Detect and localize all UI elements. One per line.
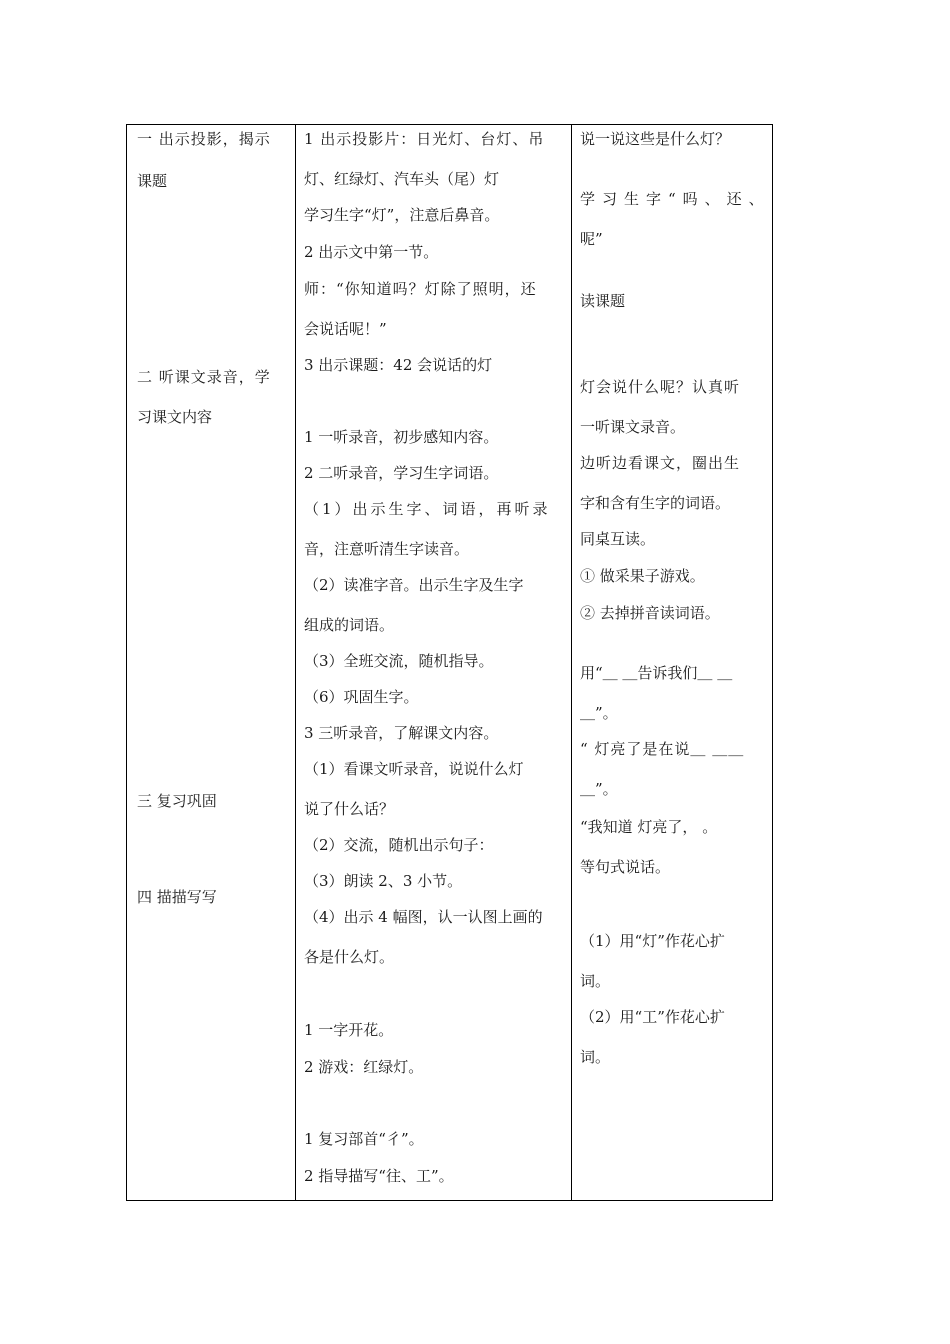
student-line: ＿”。: [580, 704, 618, 722]
student-line: 读课题: [580, 292, 626, 310]
teacher-line: （1）看课文听录音，说说什么灯: [304, 760, 524, 778]
teacher-line: 说了什么话？: [304, 800, 395, 818]
teacher-line: （3）全班交流，随机指导。: [304, 652, 494, 670]
teacher-line: 音，注意听清生字读音。: [304, 540, 470, 558]
student-line: 词。: [580, 972, 611, 990]
teacher-line: 1 一听录音，初步感知内容。: [304, 428, 499, 446]
teacher-line: 2 指导描写“往、工”。: [304, 1167, 454, 1185]
student-line: （1）用“灯”作花心扩: [580, 932, 725, 950]
teacher-line: （1）出示生字、词语，再听录: [304, 500, 551, 518]
stage-2-title-cont: 习课文内容: [137, 408, 213, 426]
teacher-activities-column: [296, 125, 571, 1200]
teacher-line: （3）朗读 2、3 小节。: [304, 872, 463, 890]
stages-column: [127, 125, 295, 1200]
teacher-line: 学习生字“灯”，注意后鼻音。: [304, 206, 500, 224]
student-line: 等句式说话。: [580, 858, 671, 876]
student-line: 边听边看课文，圈出生: [580, 454, 741, 472]
stage-1-title: 一 出示投影，揭示: [137, 130, 271, 148]
teacher-line: 1 复习部首“彳”。: [304, 1130, 424, 1148]
student-line: 同桌互读。: [580, 530, 656, 548]
teacher-line: （4）出示 4 幅图，认一认图上画的: [304, 908, 543, 926]
teacher-line: 会说话呢！”: [304, 320, 387, 338]
student-line: ① 做采果子游戏。: [580, 567, 705, 585]
student-line: “ 灯亮了是在说＿ ＿＿: [580, 740, 745, 758]
lesson-plan-table: [126, 124, 773, 1201]
student-line: 灯会说什么呢？认真听: [580, 378, 741, 396]
student-line: 说一说这些是什么灯？: [580, 130, 731, 148]
teacher-line: （2）交流，随机出示句子：: [304, 836, 494, 854]
teacher-line: （6）巩固生字。: [304, 688, 419, 706]
student-line: 学习生字“吗、还、: [580, 190, 771, 208]
teacher-line: 2 游戏：红绿灯。: [304, 1058, 424, 1076]
student-activities-column: [572, 125, 772, 1200]
teacher-line: 1 一字开花。: [304, 1021, 394, 1039]
teacher-line: 3 三听录音，了解课文内容。: [304, 724, 499, 742]
student-line: 用“＿ ＿告诉我们＿ ＿: [580, 664, 733, 682]
teacher-line: 灯、红绿灯、汽车头（尾）灯: [304, 170, 500, 188]
student-line: （2）用“工”作花心扩: [580, 1008, 725, 1026]
teacher-line: 2 二听录音，学习生字词语。: [304, 464, 499, 482]
student-line: ＿”。: [580, 780, 618, 798]
lesson-title-line: 3 出示课题：42 会说话的灯: [304, 356, 493, 374]
stage-2-title: 二 听课文录音，学: [137, 368, 271, 386]
teacher-line: 组成的词语。: [304, 616, 395, 634]
teacher-line: 各是什么灯。: [304, 948, 395, 966]
stage-1-title-cont: 课题: [137, 172, 168, 190]
teacher-line: 1 出示投影片：日光灯、台灯、吊: [304, 130, 545, 148]
student-line: “我知道 灯亮了， 。: [580, 818, 718, 836]
student-line: ② 去掉拼音读词语。: [580, 604, 720, 622]
student-line: 词。: [580, 1048, 611, 1066]
student-line: 一听课文录音。: [580, 418, 686, 436]
student-line: 呢”: [580, 230, 603, 248]
teacher-line: 2 出示文中第一节。: [304, 243, 439, 261]
teacher-line: 师：“你知道吗？灯除了照明，还: [304, 280, 537, 298]
stage-3-title: 三 复习巩固: [137, 792, 217, 810]
stage-4-title: 四 描描写写: [137, 888, 217, 906]
teacher-line: （2）读准字音。出示生字及生字: [304, 576, 524, 594]
student-line: 字和含有生字的词语。: [580, 494, 731, 512]
